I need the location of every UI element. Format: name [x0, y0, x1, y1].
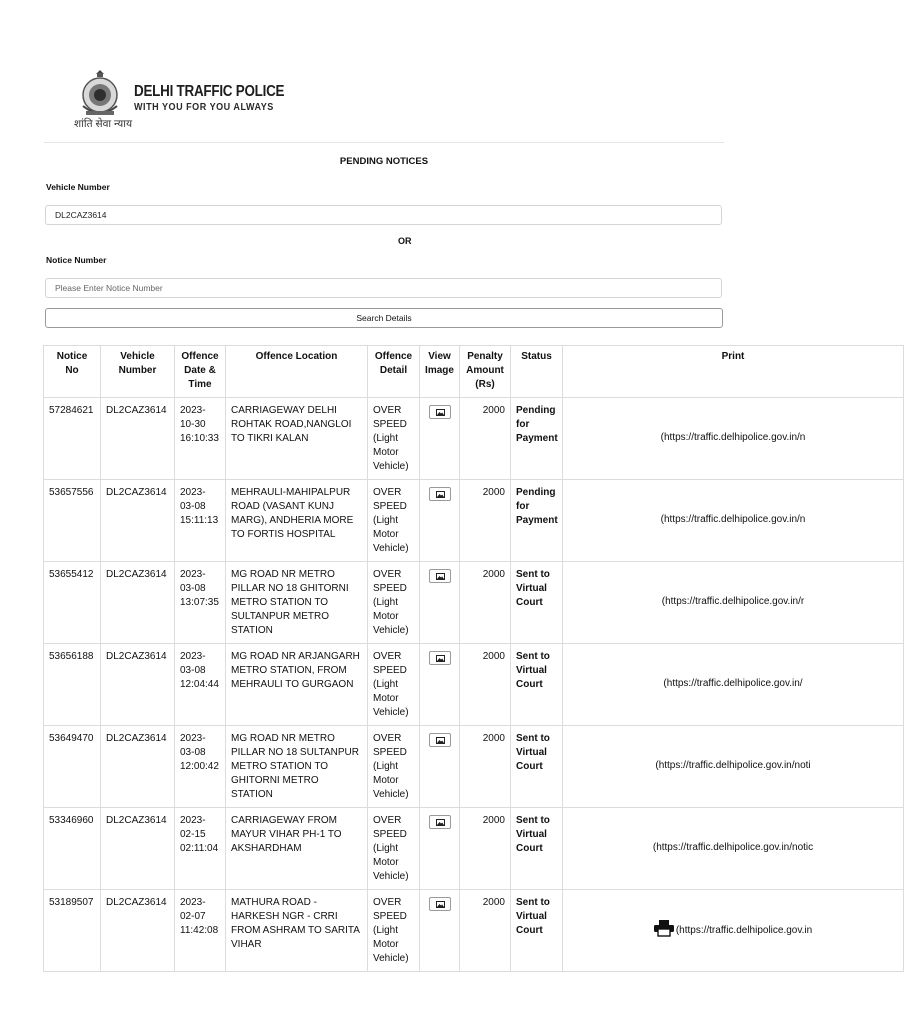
status-cell: Sent to Virtual Court — [511, 808, 563, 890]
col-header: Notice No — [44, 346, 101, 398]
brand-motto: शांति सेवा न्याय — [74, 118, 133, 130]
view-image-button[interactable] — [429, 487, 451, 501]
print-link[interactable]: (https://traffic.delhipolice.gov.in/r — [661, 596, 805, 607]
print-link[interactable]: (https://traffic.delhipolice.gov.in/n — [660, 432, 806, 443]
offence-detail-cell: OVER SPEED (Light Motor Vehicle) — [368, 726, 420, 808]
penalty-amount-cell: 2000 — [460, 562, 511, 644]
offence-datetime-cell: 2023-10-30 16:10:33 — [175, 398, 226, 480]
image-icon — [436, 655, 445, 662]
penalty-amount-cell: 2000 — [460, 398, 511, 480]
notice-no-cell: 53656188 — [44, 644, 101, 726]
offence-datetime-cell: 2023-03-08 15:11:13 — [175, 480, 226, 562]
table-row — [44, 644, 904, 726]
print-link[interactable]: (https://traffic.delhipolice.gov.in/n — [660, 514, 806, 525]
offence-location-cell: MG ROAD NR METRO PILLAR NO 18 SULTANPUR METRO STATION TO GHITORNI METRO STATION — [226, 726, 368, 808]
view-image-cell — [420, 480, 460, 562]
table-row — [44, 480, 904, 562]
notice-number-label: Notice Number — [46, 255, 107, 265]
col-header: View Image — [420, 346, 460, 398]
print-cell — [563, 644, 904, 726]
offence-datetime-cell: 2023-03-08 13:07:35 — [175, 562, 226, 644]
offence-detail-cell: OVER SPEED (Light Motor Vehicle) — [368, 480, 420, 562]
table-row — [44, 398, 904, 480]
view-image-button[interactable] — [429, 815, 451, 829]
penalty-amount-cell: 2000 — [460, 890, 511, 972]
page-title: PENDING NOTICES — [339, 156, 429, 167]
header-divider — [44, 142, 724, 143]
image-icon — [436, 491, 445, 498]
col-header: Offence Location — [226, 346, 368, 398]
col-header: Status — [511, 346, 563, 398]
offence-location-cell: MEHRAULI-MAHIPALPUR ROAD (VASANT KUNJ MARG), ANDHERIA MORE TO FORTIS HOSPITAL — [226, 480, 368, 562]
status-cell: Sent to Virtual Court — [511, 644, 563, 726]
or-separator: OR — [398, 236, 412, 246]
offence-detail-cell: OVER SPEED (Light Motor Vehicle) — [368, 808, 420, 890]
notices-table — [43, 345, 904, 972]
notice-no-cell: 53346960 — [44, 808, 101, 890]
penalty-amount-cell: 2000 — [460, 808, 511, 890]
vehicle-number-cell: DL2CAZ3614 — [101, 398, 175, 480]
table-row — [44, 808, 904, 890]
image-icon — [436, 409, 445, 416]
image-icon — [436, 573, 445, 580]
view-image-button[interactable] — [429, 897, 451, 911]
vehicle-number-cell: DL2CAZ3614 — [101, 808, 175, 890]
print-cell — [563, 480, 904, 562]
table-header-row — [44, 346, 904, 398]
col-header: Offence Date & Time — [175, 346, 226, 398]
brand-title: DELHI TRAFFIC POLICE — [134, 83, 285, 100]
notice-no-cell: 53655412 — [44, 562, 101, 644]
offence-location-cell: CARRIAGEWAY DELHI ROHTAK ROAD,NANGLOI TO TIKRI KALAN — [226, 398, 368, 480]
offence-location-cell: CARRIAGEWAY FROM MAYUR VIHAR PH-1 TO AKSHARDHAM — [226, 808, 368, 890]
brand-subtitle: WITH YOU FOR YOU ALWAYS — [134, 101, 274, 113]
offence-detail-cell: OVER SPEED (Light Motor Vehicle) — [368, 398, 420, 480]
status-cell: Pending for Payment — [511, 480, 563, 562]
penalty-amount-cell: 2000 — [460, 726, 511, 808]
image-icon — [436, 737, 445, 744]
vehicle-number-cell: DL2CAZ3614 — [101, 890, 175, 972]
notice-number-input[interactable]: Please Enter Notice Number — [45, 278, 722, 298]
print-cell — [563, 808, 904, 890]
offence-location-cell: MG ROAD NR METRO PILLAR NO 18 GHITORNI METRO STATION TO SULTANPUR METRO STATION — [226, 562, 368, 644]
print-link[interactable]: (https://traffic.delhipolice.gov.in/noti — [655, 760, 811, 771]
image-icon — [436, 901, 445, 908]
vehicle-number-cell: DL2CAZ3614 — [101, 562, 175, 644]
notices-table-container[interactable] — [43, 345, 814, 964]
status-cell: Sent to Virtual Court — [511, 562, 563, 644]
penalty-amount-cell: 2000 — [460, 644, 511, 726]
notice-no-cell: 57284621 — [44, 398, 101, 480]
view-image-button[interactable] — [429, 569, 451, 583]
print-cell — [563, 398, 904, 480]
vehicle-number-cell: DL2CAZ3614 — [101, 480, 175, 562]
offence-detail-cell: OVER SPEED (Light Motor Vehicle) — [368, 562, 420, 644]
print-link[interactable]: (https://traffic.delhipolice.gov.in/notic — [652, 842, 814, 853]
offence-datetime-cell: 2023-02-07 11:42:08 — [175, 890, 226, 972]
view-image-button[interactable] — [429, 733, 451, 747]
printer-icon — [654, 920, 674, 936]
table-row — [44, 726, 904, 808]
print-cell — [563, 726, 904, 808]
image-icon — [436, 819, 445, 826]
offence-datetime-cell: 2023-03-08 12:00:42 — [175, 726, 226, 808]
print-cell — [563, 890, 904, 972]
offence-datetime-cell: 2023-02-15 02:11:04 — [175, 808, 226, 890]
notice-no-cell: 53649470 — [44, 726, 101, 808]
print-cell — [563, 562, 904, 644]
view-image-button[interactable] — [429, 651, 451, 665]
vehicle-number-cell: DL2CAZ3614 — [101, 644, 175, 726]
offence-location-cell: MG ROAD NR ARJANGARH METRO STATION, FROM MEHRAULI TO GURGAON — [226, 644, 368, 726]
offence-location-cell: MATHURA ROAD - HARKESH NGR - CRRI FROM ASHRAM TO SARITA VIHAR — [226, 890, 368, 972]
offence-datetime-cell: 2023-03-08 12:04:44 — [175, 644, 226, 726]
search-details-button[interactable]: Search Details — [45, 308, 723, 328]
notice-no-cell: 53189507 — [44, 890, 101, 972]
offence-detail-cell: OVER SPEED (Light Motor Vehicle) — [368, 890, 420, 972]
vehicle-number-cell: DL2CAZ3614 — [101, 726, 175, 808]
view-image-cell — [420, 644, 460, 726]
status-cell: Pending for Payment — [511, 398, 563, 480]
col-header: Offence Detail — [368, 346, 420, 398]
print-link[interactable]: (https://traffic.delhipolice.gov.in/ — [663, 678, 803, 689]
status-cell: Sent to Virtual Court — [511, 890, 563, 972]
view-image-button[interactable] — [429, 405, 451, 419]
vehicle-number-label: Vehicle Number — [46, 182, 110, 192]
view-image-cell — [420, 398, 460, 480]
view-image-cell — [420, 726, 460, 808]
vehicle-number-input[interactable]: DL2CAZ3614 — [45, 205, 722, 225]
view-image-cell — [420, 890, 460, 972]
penalty-amount-cell: 2000 — [460, 480, 511, 562]
delhi-traffic-police-logo — [74, 68, 338, 130]
table-row — [44, 890, 904, 972]
print-button[interactable] — [654, 920, 674, 941]
police-emblem-icon — [78, 68, 122, 118]
status-cell: Sent to Virtual Court — [511, 726, 563, 808]
col-header: Print — [563, 346, 904, 398]
notice-no-cell: 53657556 — [44, 480, 101, 562]
offence-detail-cell: OVER SPEED (Light Motor Vehicle) — [368, 644, 420, 726]
col-header: Penalty Amount (Rs) — [460, 346, 511, 398]
view-image-cell — [420, 808, 460, 890]
view-image-cell — [420, 562, 460, 644]
print-link[interactable]: (https://traffic.delhipolice.gov.in — [675, 924, 813, 936]
col-header: Vehicle Number — [101, 346, 175, 398]
table-row — [44, 562, 904, 644]
